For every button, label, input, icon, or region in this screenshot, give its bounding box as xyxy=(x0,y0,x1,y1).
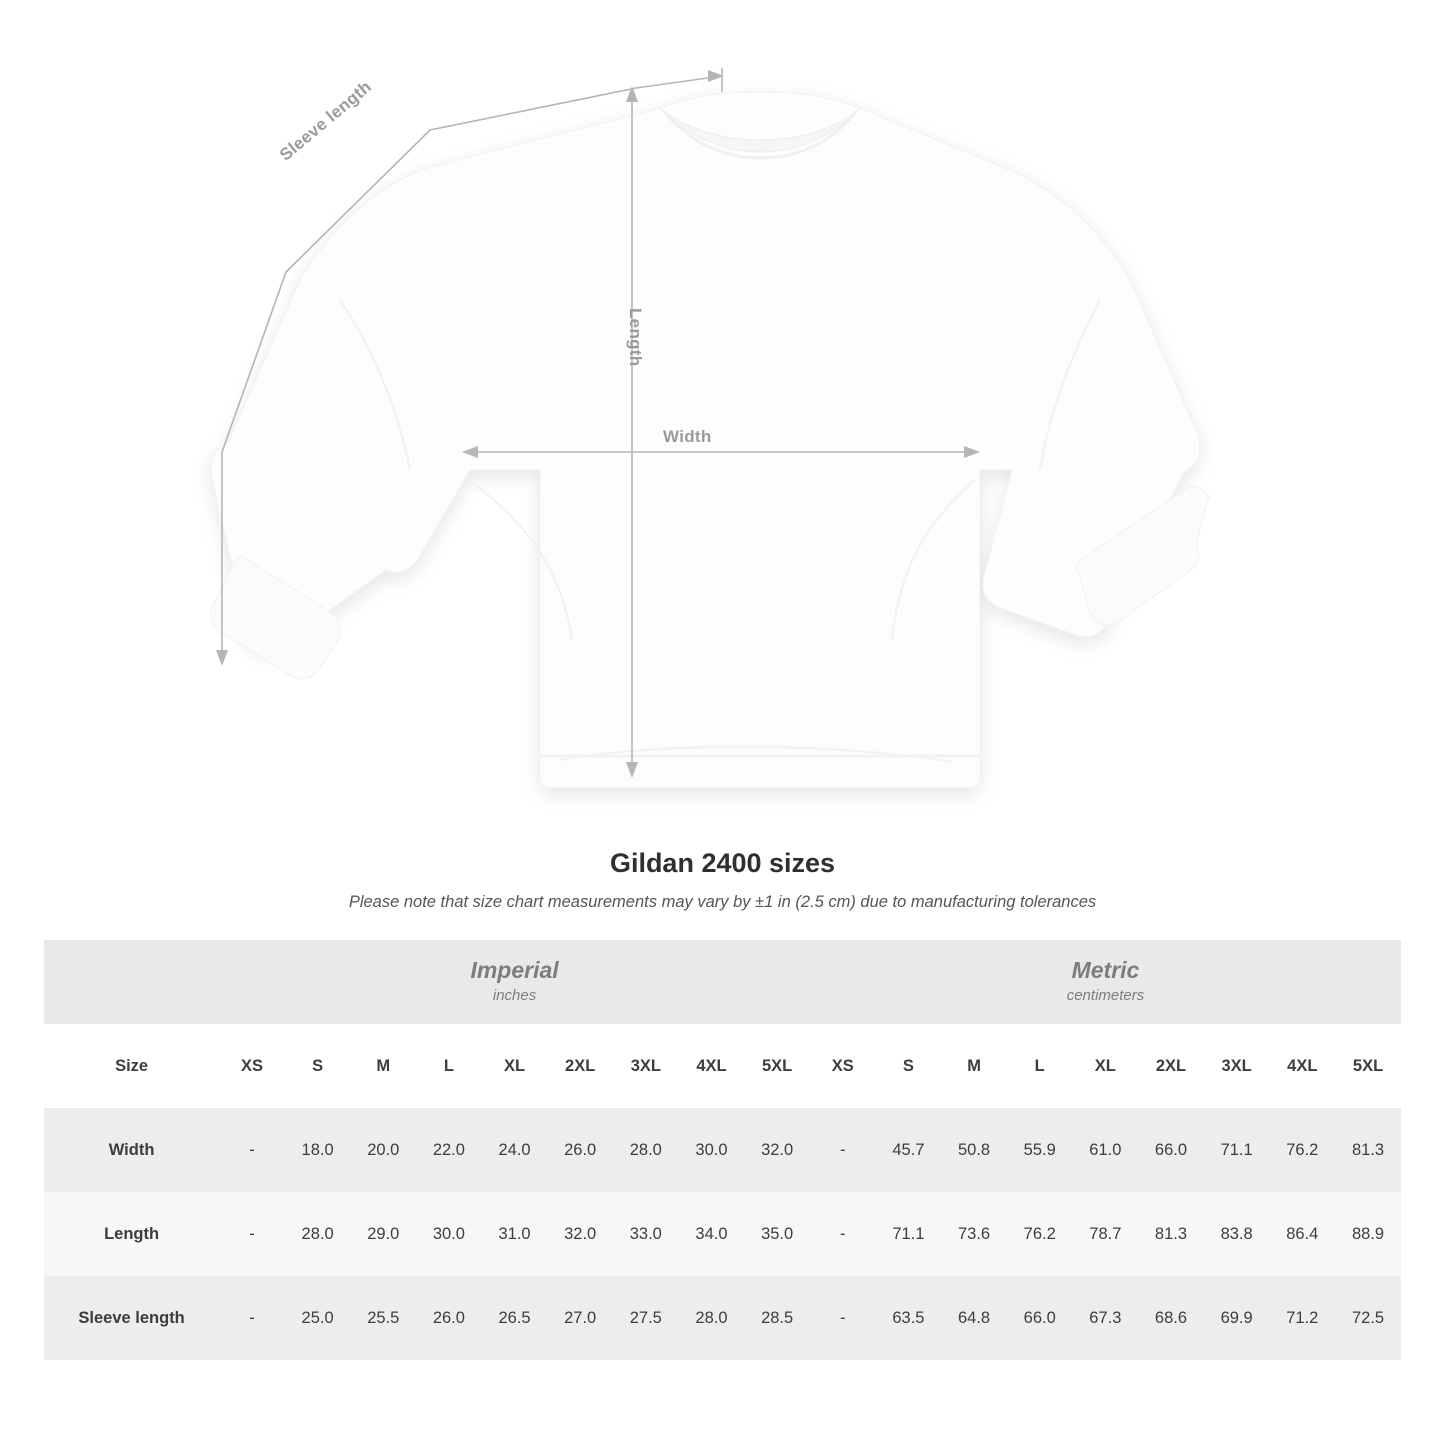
cell-length-imperial-4xl: 34.0 xyxy=(679,1192,745,1276)
cell-length-imperial-2xl: 32.0 xyxy=(547,1192,613,1276)
unit-group-imperial-name: Imperial xyxy=(470,957,559,984)
cell-width-imperial-3xl: 28.0 xyxy=(613,1108,679,1192)
cell-length-metric-3xl: 83.8 xyxy=(1204,1192,1270,1276)
cell-sleeve-metric-2xl: 68.6 xyxy=(1138,1276,1204,1360)
cell-width-imperial-5xl: 32.0 xyxy=(744,1108,810,1192)
tolerance-note: Please note that size chart measurements may vary by ±1 in (2.5 cm) due to manufacturing tolerances xyxy=(348,893,1097,911)
header-imperial-xs: XS xyxy=(219,1024,285,1108)
header-metric-3xl: 3XL xyxy=(1204,1024,1270,1108)
cell-length-metric-4xl: 86.4 xyxy=(1269,1192,1335,1276)
cell-width-imperial-4xl: 30.0 xyxy=(679,1108,745,1192)
header-imperial-s: S xyxy=(285,1024,351,1108)
row-label-width: Width xyxy=(44,1108,219,1192)
cell-length-metric-5xl: 88.9 xyxy=(1335,1192,1401,1276)
unit-group-imperial-sub: inches xyxy=(492,987,537,1005)
cell-width-metric-2xl: 66.0 xyxy=(1138,1108,1204,1192)
cell-width-metric-xs: - xyxy=(810,1108,876,1192)
page-title: Gildan 2400 sizes xyxy=(609,848,836,878)
title-block xyxy=(0,848,1445,912)
cell-sleeve-metric-l: 66.0 xyxy=(1007,1276,1073,1360)
cell-length-imperial-s: 28.0 xyxy=(285,1192,351,1276)
cell-width-metric-xl: 61.0 xyxy=(1073,1108,1139,1192)
cell-width-imperial-xs: - xyxy=(219,1108,285,1192)
cell-length-metric-2xl: 81.3 xyxy=(1138,1192,1204,1276)
row-label-sleeve-length: Sleeve length xyxy=(44,1276,219,1360)
table-header-row xyxy=(44,1024,1401,1108)
header-metric-4xl: 4XL xyxy=(1269,1024,1335,1108)
header-imperial-2xl: 2XL xyxy=(547,1024,613,1108)
header-imperial-xl: XL xyxy=(482,1024,548,1108)
cell-sleeve-metric-xl: 67.3 xyxy=(1073,1276,1139,1360)
cell-sleeve-imperial-m: 25.5 xyxy=(350,1276,416,1360)
header-metric-xl: XL xyxy=(1073,1024,1139,1108)
cell-width-metric-m: 50.8 xyxy=(941,1108,1007,1192)
cell-width-metric-5xl: 81.3 xyxy=(1335,1108,1401,1192)
cell-width-metric-s: 45.7 xyxy=(876,1108,942,1192)
width-dimension-label: Width xyxy=(663,427,712,446)
cell-length-metric-m: 73.6 xyxy=(941,1192,1007,1276)
cell-sleeve-imperial-s: 25.0 xyxy=(285,1276,351,1360)
header-imperial-m: M xyxy=(350,1024,416,1108)
header-imperial-4xl: 4XL xyxy=(679,1024,745,1108)
header-metric-5xl: 5XL xyxy=(1335,1024,1401,1108)
cell-sleeve-imperial-xl: 26.5 xyxy=(482,1276,548,1360)
cell-width-imperial-2xl: 26.0 xyxy=(547,1108,613,1192)
table-row xyxy=(44,1276,1401,1360)
size-table-wrapper xyxy=(44,940,1401,1360)
cell-length-imperial-xs: - xyxy=(219,1192,285,1276)
cell-sleeve-imperial-5xl: 28.5 xyxy=(744,1276,810,1360)
cell-length-imperial-xl: 31.0 xyxy=(482,1192,548,1276)
cell-width-metric-4xl: 76.2 xyxy=(1269,1108,1335,1192)
length-dimension-label: Length xyxy=(626,308,645,367)
cell-width-imperial-l: 22.0 xyxy=(416,1108,482,1192)
header-metric-2xl: 2XL xyxy=(1138,1024,1204,1108)
cell-sleeve-metric-5xl: 72.5 xyxy=(1335,1276,1401,1360)
cell-sleeve-imperial-2xl: 27.0 xyxy=(547,1276,613,1360)
cell-length-metric-l: 76.2 xyxy=(1007,1192,1073,1276)
cell-length-imperial-3xl: 33.0 xyxy=(613,1192,679,1276)
header-metric-s: S xyxy=(876,1024,942,1108)
unit-group-spacer xyxy=(44,940,219,1024)
cell-length-metric-xl: 78.7 xyxy=(1073,1192,1139,1276)
cell-length-imperial-l: 30.0 xyxy=(416,1192,482,1276)
row-label-length: Length xyxy=(44,1192,219,1276)
cell-length-metric-s: 71.1 xyxy=(876,1192,942,1276)
cell-width-imperial-m: 20.0 xyxy=(350,1108,416,1192)
unit-group-metric-name: Metric xyxy=(1071,957,1140,984)
cell-sleeve-metric-4xl: 71.2 xyxy=(1269,1276,1335,1360)
header-metric-l: L xyxy=(1007,1024,1073,1108)
cell-width-metric-3xl: 71.1 xyxy=(1204,1108,1270,1192)
table-row xyxy=(44,1108,1401,1192)
cell-sleeve-metric-xs: - xyxy=(810,1276,876,1360)
header-imperial-l: L xyxy=(416,1024,482,1108)
header-metric-xs: XS xyxy=(810,1024,876,1108)
header-metric-m: M xyxy=(941,1024,1007,1108)
unit-group-imperial xyxy=(219,940,810,1024)
cell-sleeve-imperial-xs: - xyxy=(219,1276,285,1360)
unit-group-metric-sub: centimeters xyxy=(1066,987,1145,1005)
cell-width-metric-l: 55.9 xyxy=(1007,1108,1073,1192)
size-table xyxy=(44,940,1401,1360)
cell-sleeve-imperial-l: 26.0 xyxy=(416,1276,482,1360)
unit-group-row xyxy=(44,940,1401,1024)
cell-width-imperial-xl: 24.0 xyxy=(482,1108,548,1192)
sleeve-length-dimension-label: Sleeve length xyxy=(276,77,376,165)
cell-length-metric-xs: - xyxy=(810,1192,876,1276)
cell-sleeve-imperial-4xl: 28.0 xyxy=(679,1276,745,1360)
cell-sleeve-metric-s: 63.5 xyxy=(876,1276,942,1360)
header-imperial-5xl: 5XL xyxy=(744,1024,810,1108)
table-row xyxy=(44,1192,1401,1276)
cell-sleeve-metric-3xl: 69.9 xyxy=(1204,1276,1270,1360)
cell-length-imperial-m: 29.0 xyxy=(350,1192,416,1276)
unit-group-metric xyxy=(810,940,1401,1024)
cell-sleeve-metric-m: 64.8 xyxy=(941,1276,1007,1360)
header-size: Size xyxy=(44,1024,219,1108)
cell-width-imperial-s: 18.0 xyxy=(285,1108,351,1192)
cell-length-imperial-5xl: 35.0 xyxy=(744,1192,810,1276)
cell-sleeve-imperial-3xl: 27.5 xyxy=(613,1276,679,1360)
header-imperial-3xl: 3XL xyxy=(613,1024,679,1108)
